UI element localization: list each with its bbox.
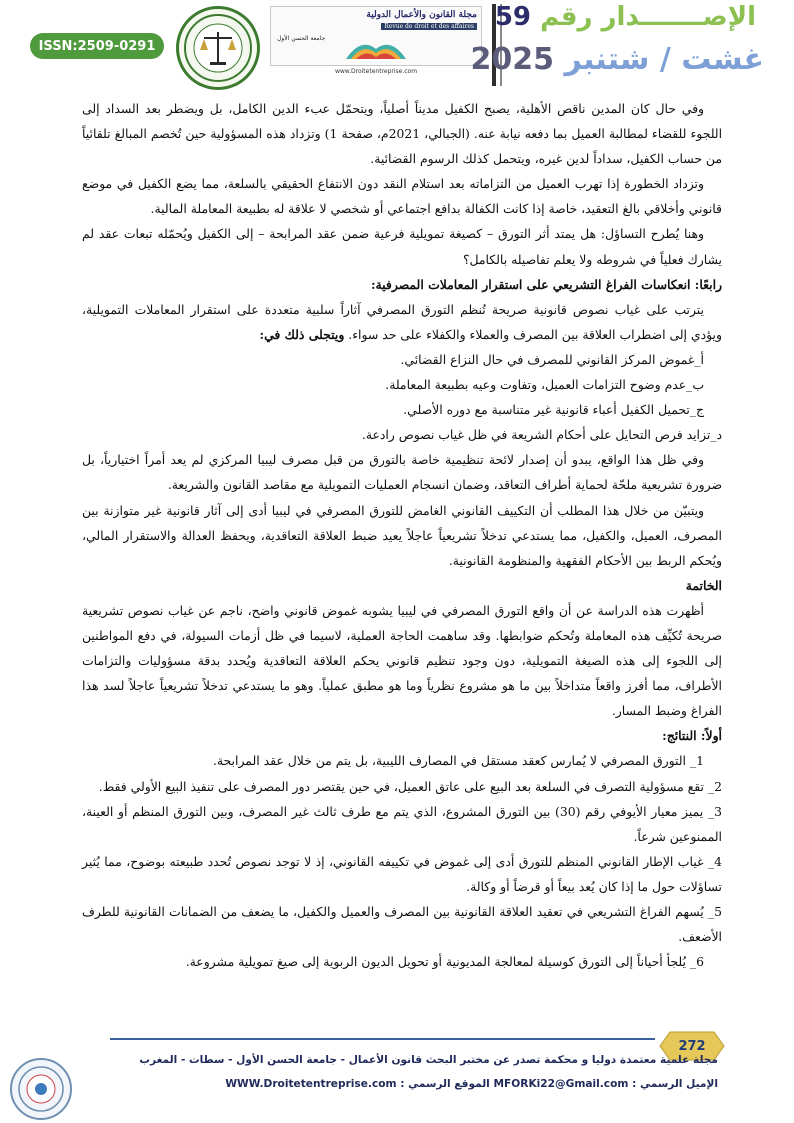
issn-badge: ISSN:2509-0291 <box>30 33 164 59</box>
article-body <box>82 96 722 974</box>
issue-number: 59 <box>494 2 531 32</box>
lab-seal-logo <box>176 6 260 90</box>
issue-date <box>471 42 764 77</box>
page-number: 272 <box>678 1038 706 1054</box>
journal-banner-logo <box>270 6 482 66</box>
footer-seal-logo <box>10 1058 72 1120</box>
footer-contact: الإميل الرسمي : MFORKi22@Gmail.com الموقع الرسمي : WWW.Droitetentreprise.com <box>225 1078 718 1090</box>
result-item: 4_ غياب الإطار القانوني المنظم للتورق أدى إلى غموض في تكييفه القانوني، إذ لا توجد نصوص تُحدد طبيعته بوضوح، مما يُثير تساؤلات حول ما إذا كان يُعد بيعاً أو قرضاً أو وكالة. <box>82 853 722 894</box>
list-item: ج_تحميل الكفيل أعباء قانونية غير متناسبة مع دوره الأصلي. <box>403 402 704 418</box>
header-website: www.Droitetentreprise.com <box>334 68 418 75</box>
paragraph: وتزداد الخطورة إذا تهرب العميل من التزاماته بعد استلام النقد دون الانتفاع الحقيقي بالسلعة، مما يضع الكفيل في موضع قانوني وأخلاقي بالغ التعقيد، خاصة إذا كانت الكفالة بدافع اجتماعي أو شخصي لا علاقة له بطبيعة المعاملة المالية. <box>82 176 722 217</box>
footer-journal-note: مجلة علمية معتمدة دوليا و محكمة تصدر عن مختبر البحث قانون الأعمال - جامعة الحسن الأول - سطات - المغرب <box>139 1054 718 1066</box>
page-footer <box>0 1020 794 1123</box>
paragraph: ويتبيّن من خلال هذا المطلب أن التكييف القانوني الغامض للتورق المصرفي في ليبيا أدى إلى آثار قانونية غير متوازنة بين المصرف، العميل، والكفيل، مما يستدعي تدخلاً تشريعياً عاجلاً يعيد ضبط العلاقة التعاقدية، ويحفظ العدالة والاستقرار المالي، ويُحكم الربط بين الأحكام الفقهية والمنظومة القانونية. <box>82 502 722 568</box>
issue-months: غشت / شتنبر <box>564 42 764 77</box>
result-item: 2_ تقع مسؤولية التصرف في السلعة بعد البيع على عاتق العميل، في حين يقتصر دور المصرف على تنفيذ البيع الأولي فقط. <box>98 778 722 794</box>
seal-emblem-icon <box>16 1064 66 1114</box>
books-icon <box>341 29 411 63</box>
conclusion-heading: الخاتمة <box>685 577 722 593</box>
result-item: 3_ يميز معيار الأيوفي رقم (30) بين التورق المشروع، الذي يتم مع طرف ثالث غير المصرف، وبين التورق المنظم أو العينة، الممنوعين شرعاً. <box>82 803 722 844</box>
university-name: جامعة الحسن الأول <box>277 35 326 42</box>
paragraph: وهنا يُطرح التساؤل: هل يمتد أثر التورق – كصيغة تمويلية فرعية ضمن عقد المرابحة – إلى الكفيل ويُحمّله تبعات عقد لم يشارك فعلياً في شروطه ولا يعلم تفاصيله بالكامل؟ <box>82 226 722 267</box>
result-item: 6_ يُلجأ أحياناً إلى التورق كوسيلة لمعالجة المديونية أو تحويل الديون الربوية إلى صيغ تمويلية مشروعة. <box>185 954 704 970</box>
journal-tagline: Revue de droit et des affaires <box>381 23 477 30</box>
result-item: 1_ التورق المصرفي لا يُمارس كعقد مستقل في المصارف الليبية، بل يتم من خلال عقد المرابحة. <box>212 753 704 769</box>
issue-label <box>495 2 756 32</box>
footer-rule <box>110 1038 655 1040</box>
paragraph: وفي حال كان المدين ناقص الأهلية، يصبح الكفيل مديناً أصلياً، ويتحمّل عبء الدين الكامل، بل ويضطر بعد السداد إلى اللجوء للقضاء لمطالبة العميل بما دفعه نيابة عنه. (الجبالي، 2021م، صفحة 1) وتزداد هذه المسؤولية حين تُخصم المبالغ تلقائياً من حساب الكفيل، سداداً لدين غيره، ويتحمل كذلك الرسوم القضائية. <box>82 101 723 167</box>
issue-year: 2025 <box>470 42 555 77</box>
result-item: 5_ يُسهم الفراغ التشريعي في تعقيد العلاقة القانونية بين المصرف والعميل والكفيل، ما يضعف من الضمانات القانونية للطرف الأضعف. <box>82 904 722 945</box>
paragraph-emphasis: ويتجلى ذلك في: <box>259 326 345 342</box>
journal-title: مجلة القانون والأعمال الدولية <box>366 10 477 20</box>
scales-of-justice-icon <box>182 12 254 84</box>
section-heading: رابعًا: انعكاسات الفراغ التشريعي على استقرار المعاملات المصرفية: <box>370 276 722 292</box>
page-header <box>0 0 794 88</box>
paragraph <box>82 297 722 347</box>
list-item: د_تزايد فرص التحايل على أحكام الشريعة في ظل غياب نصوص رادعة. <box>361 427 722 443</box>
issue-label-text: الإصـــــــدار رقم <box>540 2 756 32</box>
paragraph-text: يترتب على غياب نصوص قانونية صريحة تُنظم التورق المصرفي آثاراً سلبية متعددة على استقرار المعاملات التمويلية، ويؤدي إلى اضطراب العلاقة بين المصرف والعملاء والكفلاء على حد سواء. <box>82 301 722 342</box>
list-item: أ_غموض المركز القانوني للمصرف في حال النزاع القضائي. <box>400 351 704 367</box>
paragraph: أظهرت هذه الدراسة عن أن واقع التورق المصرفي في ليبيا يشوبه غموض قانوني واضح، ناجم عن غياب نصوص تشريعية صريحة تُكيِّف هذه المعاملة وتُحكم ضوابطها. وقد ساهمت الحاجة العملية، لاسيما في ظل أزمات السيولة، في دفع المواطنين إلى اللجوء إلى هذه الصيغة التمويلية، دون وجود تنظيم قانوني يحكم العلاقة التعاقدية ويُحدد بدقة مسؤوليات والتزامات الأطراف، مما أفرز واقعاً متداخلاً بين ما هو مشروع نظرياً وما هو مطبق عملياً. وهو ما يستدعي تدخلاً تشريعياً عاجلاً لسد هذا الفراغ وضبط المسار. <box>82 602 722 719</box>
paragraph: وفي ظل هذا الواقع، يبدو أن إصدار لائحة تنظيمية خاصة بالتورق من قبل مصرف ليبيا المركزي لم يعد أمراً اختيارياً، بل ضرورة تشريعية ملحّة لحماية أطراف التعاقد، وضمان انسجام العمليات التمويلية مع مقاصد القانون والشريعة. <box>82 452 722 493</box>
list-item: ب_عدم وضوح التزامات العميل، وتفاوت وعيه بطبيعة المعاملة. <box>385 377 704 393</box>
results-heading: أولاً: النتائج: <box>662 728 722 744</box>
